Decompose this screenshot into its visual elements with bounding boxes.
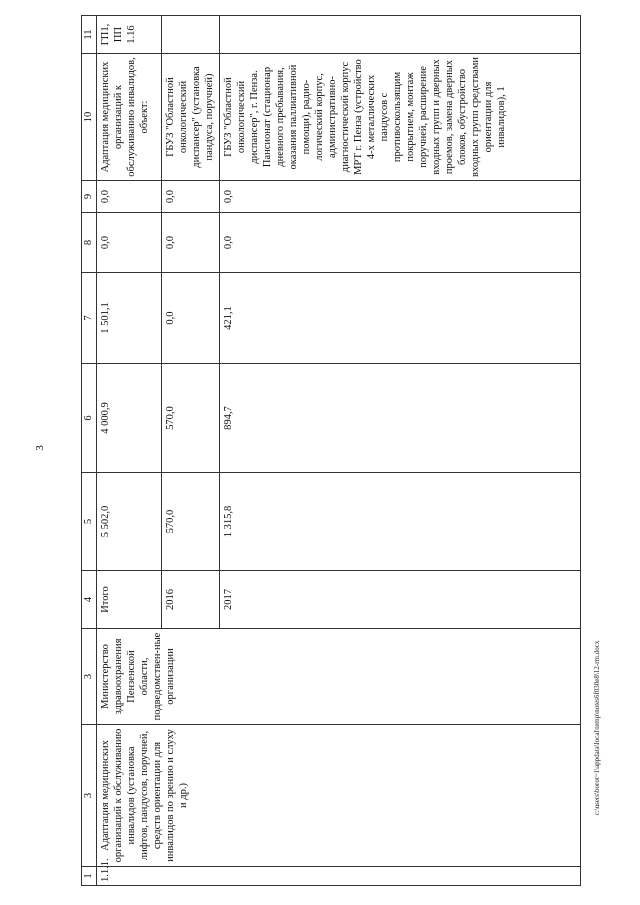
header-cell: 3	[82, 629, 97, 725]
executor-name: Министерство здравоохранения Пензенской области, подведомствен-ные организации	[97, 629, 581, 725]
header-cell: 8	[82, 213, 97, 273]
header-cell: 4	[82, 571, 97, 629]
header-cell: 6	[82, 364, 97, 473]
header-cell: 3	[82, 725, 97, 867]
description-cell: ГБУЗ "Областной онкологический диспансер", г. Пенза. Пансионат (стационар дневного пребывания, оказания паллиативной помощи), радио-логический корпус, административно-диагностический корпус МРТ г. Пенза (устройство 4-х металлических пандусов с противоскользящим покрытием, монтаж поручней, расширение входных групп и дверных проемов, замена дверных блоков, обустройство входных групп средствами ориентации для инвалидов), 1	[220, 54, 581, 181]
footer-file-path: c:\users\borot~1\appdata\local\temp\notes6f030e8\12-rm.docx	[593, 640, 601, 816]
header-cell: 1	[82, 867, 97, 886]
value-cell: 1 501,1	[97, 273, 162, 364]
value-cell: 0,0	[97, 181, 162, 213]
header-cell: 5	[82, 473, 97, 571]
value-cell: 0,0	[97, 213, 162, 273]
value-cell: 0,0	[162, 213, 220, 273]
description-cell: ГБУЗ "Областной онкологический диспансер" (установка пандуса, поручней)	[162, 54, 220, 181]
value-cell: 421,1	[220, 273, 581, 364]
empty-cell	[220, 16, 581, 54]
header-cell: 7	[82, 273, 97, 364]
table-frame	[81, 16, 581, 886]
measure-name: Адаптация медицинских организаций к обслуживанию инвалидов (установка лифтов, пандусов, поручней, средств ориентации для инвалидов по зрению и слуху и др.)	[97, 725, 581, 867]
year-cell: 2017	[220, 571, 581, 629]
empty-cell	[162, 16, 220, 54]
value-cell: 0,0	[220, 213, 581, 273]
header-cell: 9	[82, 181, 97, 213]
row-number: 1.1.1.	[97, 867, 581, 886]
value-cell: 0,0	[162, 181, 220, 213]
total-cell: 5 502,0	[97, 473, 162, 571]
value-cell: 4 000,9	[97, 364, 162, 473]
value-cell: 1 315,8	[220, 473, 581, 571]
header-cell: 11	[82, 16, 97, 54]
value-cell: 0,0	[162, 273, 220, 364]
measures-table	[81, 15, 581, 886]
header-row	[82, 16, 97, 886]
value-cell: 570,0	[162, 473, 220, 571]
value-cell: 0,0	[220, 181, 581, 213]
page-number: 3	[34, 445, 46, 451]
program-code: ГП1, ПП 1.16	[97, 16, 162, 54]
year-cell: 2016	[162, 571, 220, 629]
description-cell: Адаптация медицинских организаций к обслуживанию инвалидов, объект:	[97, 54, 162, 181]
header-cell: 10	[82, 54, 97, 181]
table-row	[97, 16, 162, 886]
value-cell: 570,0	[162, 364, 220, 473]
year-cell: Итого	[97, 571, 162, 629]
value-cell: 894,7	[220, 364, 581, 473]
